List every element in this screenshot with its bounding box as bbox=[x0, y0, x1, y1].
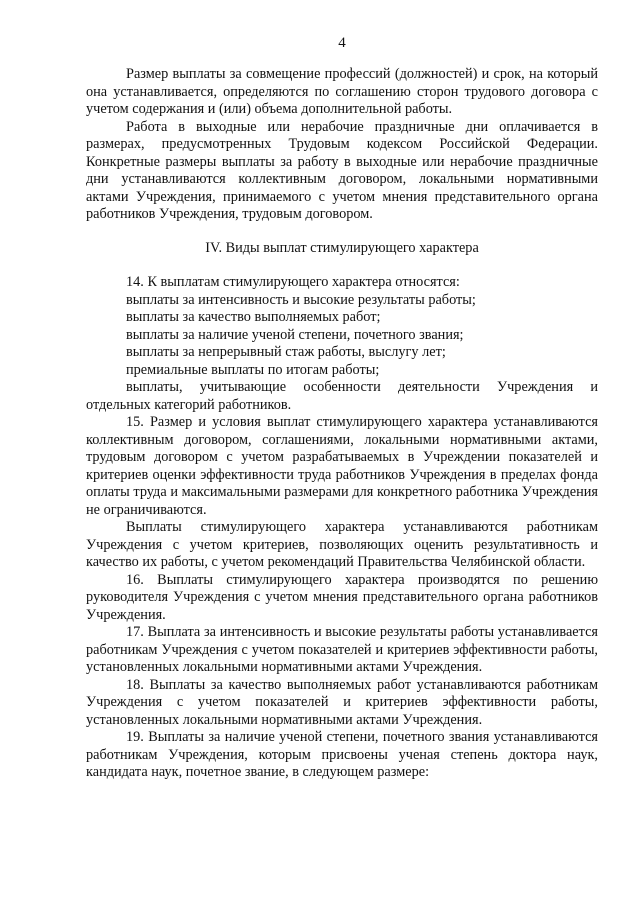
paragraph-combination-of-professions: Размер выплаты за совмещение профессий (должностей) и срок, на который она устанавливается, определяются по соглашению сторон трудового договора с учетом содержания и (или) объема дополнительной работы. bbox=[86, 66, 598, 117]
paragraph-item-18: 18. Выплаты за качество выполняемых работ устанавливаются работникам Учреждения с учетом показателей и критериев эффективности работы, установленных локальными нормативными актами Учреждения. bbox=[86, 676, 598, 728]
section-iv-body bbox=[86, 274, 598, 782]
paragraph-item-15-criteria: Выплаты стимулирующего характера устанавливаются работникам Учреждения с учетом критериев, позволяющих оценить результативность и качество их работы, с учетом рекомендаций Правительства Челябинской области. bbox=[86, 519, 598, 570]
intro-section bbox=[86, 66, 598, 224]
list-item-quality: выплаты за качество выполняемых работ; bbox=[126, 309, 381, 325]
page-number: 4 bbox=[338, 35, 346, 51]
paragraph-weekend-work: Работа в выходные или нерабочие праздничные дни оплачивается в размерах, предусмотренных Трудовым кодексом Российской Федерации. Конкретные размеры выплаты за работу в выходные или нерабочие праздничные дни устанавливаются коллективным договором, локальными нормативными актами Учреждения, принимаемого с учетом мнения представительного органа работников Учреждения, трудовым договором. bbox=[86, 118, 598, 222]
list-item-intensity: выплаты за интенсивность и высокие результаты работы; bbox=[126, 291, 476, 308]
paragraph-item-15: 15. Размер и условия выплат стимулирующего характера устанавливаются коллективным договором, соглашениями, локальными нормативными актами, трудовым договором с учетом разрабатываемых в Учреждении показателей и критериев оценки эффективности труда работников Учреждения в пределах фонда оплаты труда и максимальными размерами для конкретного работника Учреждения не ограничиваются. bbox=[86, 414, 598, 518]
paragraph-item-16: 16. Выплаты стимулирующего характера производятся по решению руководителя Учреждения с учетом мнения представительного органа работников Учреждения. bbox=[86, 571, 598, 623]
section-heading: IV. Виды выплат стимулирующего характера bbox=[205, 239, 479, 256]
list-item-degree: выплаты за наличие ученой степени, почетного звания; bbox=[126, 326, 464, 343]
list-item-bonus: премиальные выплаты по итогам работы; bbox=[126, 361, 380, 378]
list-item-seniority: выплаты за непрерывный стаж работы, выслугу лет; bbox=[126, 344, 446, 360]
list-item-features: выплаты, учитывающие особенности деятельности Учреждения и отдельных категорий работников. bbox=[86, 379, 598, 413]
paragraph-item-17: 17. Выплата за интенсивность и высокие результаты работы устанавливается работникам Учреждения с учетом показателей и критериев эффективности работы, установленных локальными нормативными актами Учреждения. bbox=[86, 624, 598, 675]
paragraph-item-14: 14. К выплатам стимулирующего характера относятся: bbox=[126, 274, 460, 290]
paragraph-item-19: 19. Выплаты за наличие ученой степени, почетного звания устанавливаются работникам Учреждения, которым присвоены ученая степень доктора наук, кандидата наук, почетное звание, в следующем размере: bbox=[86, 729, 598, 780]
